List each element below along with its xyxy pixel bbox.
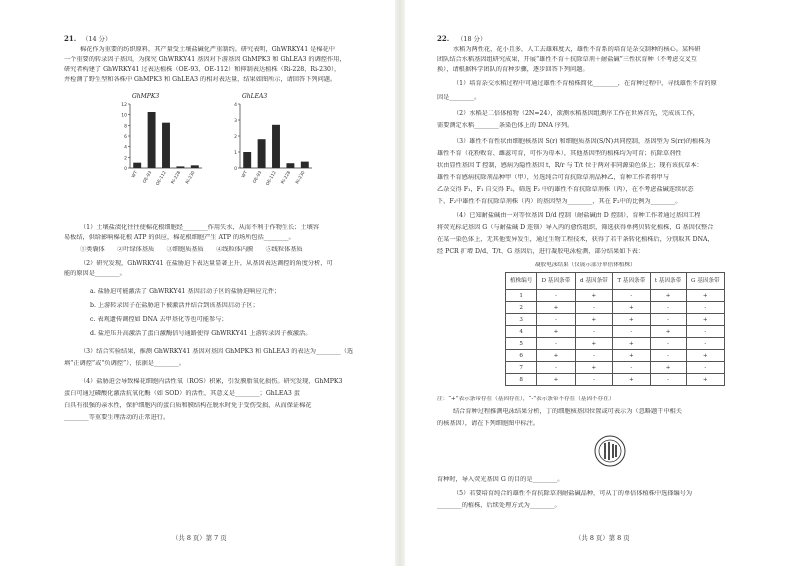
q22-points: （18 分） [457,35,487,43]
y-tick-label: 0 [234,167,237,172]
q21-sub1-line: （1）土壤盐渍化往往使棉花根细胞经________作用失水，从而不利于作物生长；土壤容 [80,224,320,231]
cell-membrane [595,436,625,466]
left-page [0,0,395,566]
bar [191,165,199,168]
q22-intro-line: 水稻为两性花，花小且多，人工去雄难度大，雄性不育系的培育是杂交制种的核心。某科研 [453,46,701,53]
plant-number-cell: 2 [506,302,537,314]
band-cell: - [686,326,724,338]
band-cell: + [575,338,612,350]
q22-sub4-line: （4）已知耐盐碱由一对等位基因 D/d 控制（耐盐碱由 D 控制），育种工作者通过基因工程 [453,212,701,219]
y-tick-label: 1 [234,151,237,156]
bar [258,139,266,168]
band-cell: + [537,350,575,362]
band-cell: + [686,314,724,326]
x-tick-label: OE-93 [142,170,154,185]
band-cell: - [686,338,724,350]
band-cell: - [575,350,612,362]
band-cell: + [613,338,651,350]
bar [243,152,251,168]
q21-sub2-line: （2）研究发现，GhWRKY41 在盐胁迫下表达量显著上升，从基因表达调控的角度分析，可 [80,260,333,267]
table-caption: 凝胶电泳结果（仅展示部分单倍体植株） [535,262,636,268]
nucleus-outline [599,440,621,462]
table-row [506,290,725,302]
table-note: 注：“+”表示条带存在（基因存在），“-”表示条带不存在（基因不存在） [437,396,615,402]
q22-sub4-line: 在某一染色体上，无其他变异发生，通过生物工程技术，获得了若干条转化植株后，分别取其 DNA， [437,236,714,243]
table-row [506,314,725,326]
q22-sub5-line: （5）若要培育纯合的雄性不育抗除草剂耐盐碱品种，可从丁的单倍体植株中选择编号为 [453,490,693,497]
bar [162,123,170,168]
plant-number-cell: 5 [506,338,537,350]
q22-intro-line: 换），请根据科学团队的育种步骤，逐步回答下列问题。 [437,66,589,73]
band-cell: - [613,362,651,374]
x-tick-label: Ri-228 [170,170,183,186]
right-page [405,0,800,566]
q22-sub5-line: ________的植株，后续处理方式为________。 [437,502,561,509]
table-header-cell: d 基因条带 [575,273,612,290]
band-cell: - [650,314,686,326]
band-cell: - [537,338,575,350]
bar [133,163,141,168]
band-cell: + [613,302,651,314]
q22-number: 22. [437,34,450,43]
x-tick-label: OE-112 [265,170,278,187]
q21-sub4-line: 蛋白可通过磷酸化激活抗氧化酶（如 SOD）的活性，其意义是________；GhLEA3 蛋 [64,390,300,397]
q21-intro-line: 并检测了野生型和各株中 GhMPK3 和 GhLEA3 的相对表达量，结果如图所示，请回答下列问题。 [64,76,337,83]
q22-after-table-line: 的核基因），请在下列细胞图中标注。 [437,420,540,427]
page-footer-right: （共 8 页）第 8 页 [575,534,630,542]
table-header-cell: G 基因条带 [686,273,724,290]
q21-sub1-options: ①类囊体 ②叶绿体基质 ③细胞质基质 ④线粒体内膜 ⑤线粒体基质 [80,246,303,253]
band-cell: + [575,314,612,326]
q21-sub2-line: 能的原因是________。 [64,270,126,277]
band-cell: + [613,350,651,362]
band-cell: + [650,290,686,302]
plant-number-cell: 6 [506,350,537,362]
table-header-row [506,273,725,290]
x-tick-label: WT [241,170,249,179]
band-cell: - [575,302,612,314]
page-footer-left: （共 8 页）第 7 页 [172,534,227,542]
q21-intro-line: 棉花作为重要的纺织原料，其产量受土壤盐碱化严重制约。研究表明，GhWRKY41 是棉花中 [80,46,335,53]
q21-sub1-line: 易板结，供给影响棉花根 ATP 的供应，棉花根细胞产生 ATP 的场所包括________。 [64,234,295,241]
band-cell: - [613,326,651,338]
q21-sub4-line: （4）盐胁迫会导致棉花细胞内活性氧（ROS）积累，引发膜脂氧化损伤。研究发现，GhMPK3 [80,378,343,385]
table-row [506,374,725,386]
q22-sub1-line: 因是________。 [437,94,481,101]
plant-number-cell: 3 [506,314,537,326]
q22-cont-line: 育种时，导入荧光基因 G 的目的是________。 [437,476,564,483]
q22-sub3-line: （3）雄性不育性状由细胞核基因 S(r) 和细胞质基因(S/N)共同控制，基因型为 S(rr)的植株为 [453,138,711,145]
chart-title: GhLEA3 [242,93,268,100]
page-gutter [395,0,405,566]
q22-after-table-line: 结合育种过程推测电泳结果分析，丁的细胞核基因位置或可表示为（忽略题干中相关 [453,408,682,415]
chart-title: GhMPK3 [132,93,160,100]
gel-result-table [505,272,725,386]
table-row [506,326,725,338]
chart-ghmpk3 [110,90,210,200]
band-cell: + [650,326,686,338]
band-cell: - [650,374,686,386]
band-cell: - [650,302,686,314]
plant-number-cell: 1 [506,290,537,302]
band-cell: - [686,362,724,374]
y-tick-label: 6 [124,135,127,140]
table-row [506,302,725,314]
plant-number-cell: 4 [506,326,537,338]
q21-sub4-line: 白具有很强的亲水性，保护细胞内的蛋白质和膜结构在脱水时免于受伤受损，从而保证棉花 [64,402,312,409]
cell-diagram [593,434,627,468]
band-cell: - [575,374,612,386]
q21-sub2-option-c: c. 表观遗传调控如 DNA 去甲基化等也可能参与； [90,316,228,323]
q21-points: （14 分） [82,35,112,43]
band-cell: + [686,350,724,362]
plant-number-cell: 8 [506,374,537,386]
y-tick-label: 10 [121,113,127,119]
y-tick-label: 2 [124,156,127,162]
q22-sub4-line: 经 PCR 扩增 D/d、T/t、G 基因后，进行凝胶电泳检测，部分结果如下表： [437,248,644,255]
q22-sub3-line: 乙杂交得 F₁，F₁ 自交得 F₂，筛选 F₂ 中的雄性不育抗除草剂株（丙），在不考虑盐碱连续状态 [437,186,694,193]
band-cell: - [650,338,686,350]
y-tick-label: 4 [124,145,127,151]
q21-intro-line: 研究者构建了 GhWRKY41 过表达植株（OE-93、OE-112）和抑制表达植株（Ri-228、Ri-230）， [64,66,341,73]
table-header-cell: t 基因条带 [650,273,686,290]
y-tick-label: 8 [124,124,127,130]
q22-sub3-line: 雄性不育（花粉败育、雌蕊可育，可作为母本），其他基因型的植株均为可育；抗除草剂性 [437,150,682,157]
table-row [506,350,725,362]
q21-sub2-option-a: a. 盐胁迫可能激活了 GhWRKY41 基因启动子区的盐胁迫响应元件； [90,288,281,295]
table-header-cell: D 基因条带 [537,273,575,290]
x-tick-label: Ri-228 [280,170,293,186]
band-cell: + [575,290,612,302]
y-tick-label: 0 [124,167,127,172]
y-tick-label: 2 [234,135,237,140]
band-cell: + [537,374,575,386]
band-cell: + [575,362,612,374]
q22-sub4-line: 将荧光标记基因 G（与耐盐碱 D 连锁）导入丙的愈伤组织，筛选获得单拷贝转化植株，G 基因仅整合 [437,224,714,231]
x-tick-label: OE-112 [155,170,168,187]
q22-sub2-line: （2）水稻是二倍体植物（2N=24），欲测水稻基因组测序工作在世界首先，完成该工作， [453,110,699,117]
q22-sub1-line: （1）培育杂交水稻过程中可通过雄性不育植株简化________，在育种过程中，寻找雄性不育的原 [453,80,717,87]
band-cell: + [537,326,575,338]
q22-sub3-line: 下，F₂中雄性不育抗除草剂株（丙）的基因型为________，其在 F₂中的比例为________。 [437,198,682,205]
band-cell: + [650,362,686,374]
band-cell: + [537,302,575,314]
band-cell: - [613,290,651,302]
x-tick-label: Ri-230 [295,170,307,186]
band-cell: + [613,374,651,386]
table-header-cell: 植株编号 [506,273,537,290]
q21-sub2-option-b: b. 上游转录因子在盐胁迫下被激活并结合到该基因启动子区； [90,302,259,309]
y-tick-label: 3 [234,119,237,124]
band-cell: + [686,374,724,386]
y-tick-label: 4 [234,103,237,108]
bar [148,112,156,168]
table-header-cell: T 基因条带 [613,273,651,290]
bar [301,162,309,168]
band-cell: - [537,362,575,374]
q22-intro-line: 团队结合水稻基因组研究成果，开展“雄性不育＋抗除草剂＋耐盐碱”三性状育种（不考虑交叉互 [437,56,698,63]
plant-number-cell: 7 [506,362,537,374]
bar [286,163,294,168]
q21-sub4-line: ________等重要生理活动的正常进行。 [64,414,170,421]
bar [272,125,280,168]
chart-ghlea3 [220,90,320,200]
band-cell: - [650,350,686,362]
q22-sub3-line: 状由显性基因 T 控制，感病为隐性基因 t，R/r 与 T/t 位于两对非同源染色体上；现有该抗草本： [437,162,703,169]
band-cell: + [686,290,724,302]
x-tick-label: WT [131,170,139,179]
bar [176,166,184,168]
q21-intro-line: 一个重要的转录因子基因，为探究 GhWRKY41 基因对下游基因 GhMPK3 和 GhLEA3 的调控作用， [64,56,346,63]
table-row [506,338,725,350]
q22-sub2-line: 需要测定水稻________条染色体上的 DNA 序列。 [437,122,574,129]
q21-sub3-line: （3）结合实验结果，推测 GhWRKY41 基因对基因 GhMPK3 和 GhLEA3 的表达为________（选 [80,348,354,355]
x-tick-label: Ri-230 [185,170,197,186]
band-cell: - [537,290,575,302]
q21-sub3-line: 填“正调控”或“负调控”），依据是________。 [64,360,185,367]
band-cell: - [537,314,575,326]
q21-number: 21. [64,34,77,43]
x-tick-label: OE-93 [252,170,264,185]
band-cell: + [613,314,651,326]
band-cell: - [575,326,612,338]
table-row [506,362,725,374]
q21-sub2-option-d: d. 盐逆压升高激活了蛋白激酶信号通路使得 GhWRKY41 上游转录因子被激活。 [90,330,312,337]
y-tick-label: 12 [121,103,127,108]
q22-sub3-line: 雄性不育感病抗除剂品种甲（甲），另选纯合可育抗除草剂品种乙，育种工作者将甲与 [437,174,670,181]
band-cell: - [686,302,724,314]
